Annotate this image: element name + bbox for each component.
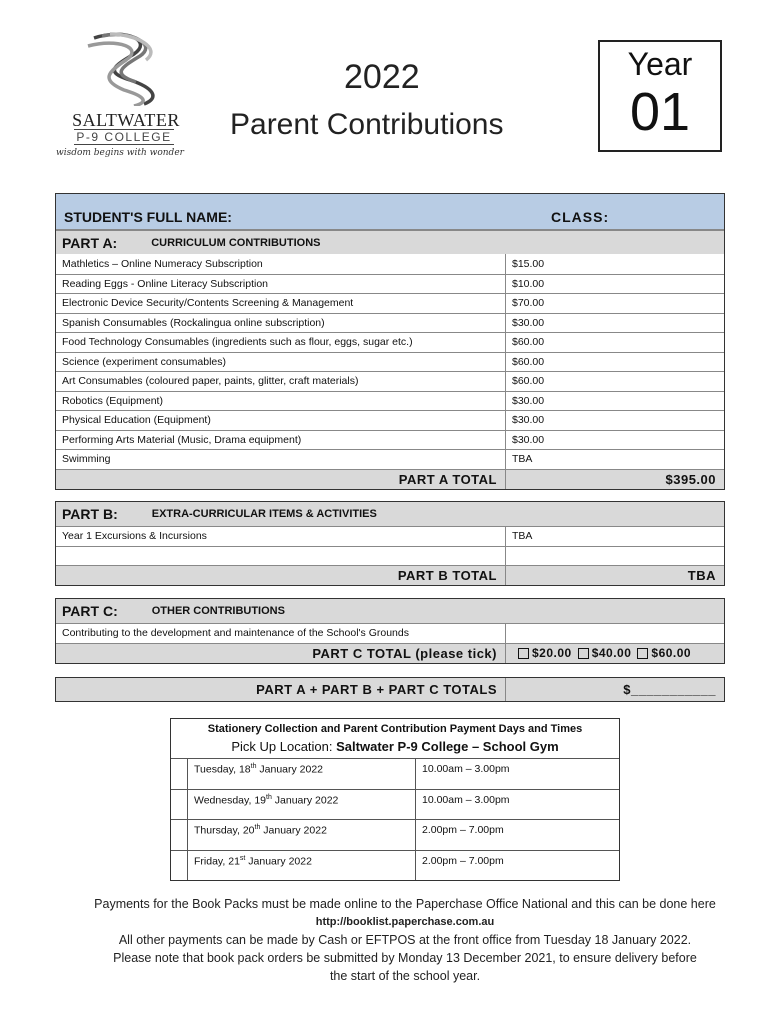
part-a-total-value: $395.00 xyxy=(665,471,716,487)
part-c-label: PART C: xyxy=(62,603,118,619)
part-b-total-row xyxy=(56,565,724,585)
pickup-day-suffix: th xyxy=(250,763,257,770)
part-c-item-desc: Contributing to the development and maintenance of the School's Grounds xyxy=(56,624,506,643)
pickup-time: 2.00pm – 7.00pm xyxy=(422,824,504,836)
footer-line2: All other payments can be made by Cash or EFTPOS at the front office from Tuesday 18 January 2022. xyxy=(118,933,692,947)
item-description: Electronic Device Security/Contents Screening & Management xyxy=(56,294,506,313)
option-40: $40.00 xyxy=(591,646,632,660)
part-c-total-label: PART C TOTAL (please tick) xyxy=(56,644,506,663)
footer-line3: Please note that book pack orders be submitted by Monday 13 December 2021, to ensure delivery before xyxy=(113,951,697,965)
part-a-item-row xyxy=(56,313,724,333)
pickup-day xyxy=(188,820,416,850)
student-name-label: STUDENT'S FULL NAME: xyxy=(64,209,232,225)
item-description: Physical Education (Equipment) xyxy=(56,411,506,430)
item-description: Art Consumables (coloured paper, paints, glitter, craft materials) xyxy=(56,372,506,391)
part-b-blank-row xyxy=(56,546,724,566)
logo-swirl-icon xyxy=(84,28,168,106)
part-b-label: PART B: xyxy=(62,506,118,522)
part-b-item-row xyxy=(56,526,724,546)
pickup-location-label: Pick Up Location: xyxy=(231,739,333,754)
pickup-location-value: Saltwater P-9 College – School Gym xyxy=(336,739,559,754)
pickup-day-text: Tuesday, 18 xyxy=(194,763,251,776)
part-b-total-value: TBA xyxy=(687,568,716,583)
school-subtitle: P-9 COLLEGE xyxy=(74,129,174,145)
part-a-item-row xyxy=(56,293,724,313)
item-amount: $70.00 xyxy=(512,297,545,310)
pickup-day xyxy=(188,851,416,881)
pickup-month-year: January 2022 xyxy=(245,855,312,867)
part-b-heading: EXTRA-CURRICULAR ITEMS & ACTIVITIES xyxy=(151,508,377,520)
part-a-total-label: PART A TOTAL xyxy=(56,470,506,489)
footer-line4: the start of the school year. xyxy=(329,969,481,983)
part-b-item-desc: Year 1 Excursions & Incursions xyxy=(56,527,506,546)
part-a-item-row xyxy=(56,371,724,391)
pickup-day-text: Thursday, 20 xyxy=(194,824,255,837)
part-a-item-row xyxy=(56,352,724,372)
pickup-table xyxy=(170,718,620,881)
pickup-row-stub xyxy=(171,759,188,789)
student-row xyxy=(56,194,724,230)
item-amount: $30.00 xyxy=(512,433,545,446)
document-year: 2022 xyxy=(344,58,420,96)
item-amount: $30.00 xyxy=(512,316,545,329)
booklist-link[interactable]: http://booklist.paperchase.com.au xyxy=(315,916,495,928)
pickup-time: 10.00am – 3.00pm xyxy=(422,763,510,775)
part-a-item-row xyxy=(56,430,724,450)
tick-box-20[interactable] xyxy=(518,648,529,659)
item-amount: $10.00 xyxy=(512,277,545,290)
year-level-box xyxy=(598,40,722,152)
pickup-day-suffix: th xyxy=(266,793,272,801)
part-a-item-row xyxy=(56,410,724,430)
pickup-rows xyxy=(171,759,619,880)
pickup-month-year: January 2022 xyxy=(260,824,327,837)
pickup-day-suffix: st xyxy=(239,854,246,862)
part-c-item-amount[interactable] xyxy=(506,624,724,643)
pickup-day xyxy=(188,759,416,789)
item-description: Reading Eggs - Online Literacy Subscription xyxy=(56,275,506,294)
part-c-table xyxy=(55,598,725,664)
pickup-row-stub xyxy=(171,851,188,881)
grand-total-table xyxy=(55,677,725,702)
item-amount: $30.00 xyxy=(512,394,545,407)
item-amount: TBA xyxy=(512,453,533,466)
part-a-label: PART A: xyxy=(62,234,118,251)
part-b-total-label: PART B TOTAL xyxy=(56,566,506,585)
tick-box-60[interactable] xyxy=(637,648,648,659)
pickup-month-year: January 2022 xyxy=(256,763,324,776)
item-amount: $60.00 xyxy=(512,355,545,368)
part-b-blank-amount[interactable] xyxy=(506,547,724,566)
tick-box-40[interactable] xyxy=(578,648,589,659)
part-a-item-row xyxy=(56,449,724,469)
grand-total-label: PART A + PART B + PART C TOTALS xyxy=(56,678,506,701)
item-amount: $15.00 xyxy=(512,257,545,270)
part-c-options xyxy=(506,644,724,663)
grand-total-row xyxy=(56,678,724,701)
page-title: Parent Contributions xyxy=(230,108,504,141)
item-description: Science (experiment consumables) xyxy=(56,353,506,372)
footer-line1: Payments for the Book Packs must be made online to the Paperchase Office National and this can be done here xyxy=(94,897,716,911)
item-description: Food Technology Consumables (ingredients such as flour, eggs, sugar etc.) xyxy=(56,333,506,352)
part-a-item-row xyxy=(56,332,724,352)
pickup-day-text: Wednesday, 19 xyxy=(194,794,266,806)
class-label: CLASS: xyxy=(551,209,610,225)
footer-notes xyxy=(40,895,770,985)
part-c-header xyxy=(56,599,724,623)
pickup-row xyxy=(171,789,619,820)
school-logo xyxy=(56,28,196,168)
part-b-item-amount: TBA xyxy=(512,530,533,543)
item-description: Performing Arts Material (Music, Drama equipment) xyxy=(56,431,506,450)
item-amount: $60.00 xyxy=(512,375,545,388)
year-value: 01 xyxy=(629,82,691,142)
part-a-heading: CURRICULUM CONTRIBUTIONS xyxy=(151,236,321,249)
item-amount: $30.00 xyxy=(512,414,545,427)
year-label: Year xyxy=(627,46,693,82)
pickup-row xyxy=(171,850,619,881)
pickup-day-text: Friday, 21 xyxy=(194,855,240,867)
pickup-location xyxy=(171,735,619,759)
part-a-item-row xyxy=(56,274,724,294)
pickup-time: 10.00am – 3.00pm xyxy=(422,793,510,806)
part-c-total-row xyxy=(56,643,724,663)
school-name: SALTWATER xyxy=(72,110,180,130)
pickup-row-stub xyxy=(171,790,188,820)
part-b-table xyxy=(55,501,725,586)
pickup-row-stub xyxy=(171,820,188,850)
part-c-item-row xyxy=(56,623,724,643)
option-60: $60.00 xyxy=(651,646,692,660)
school-motto: wisdom begins with wonder xyxy=(56,148,184,158)
pickup-row xyxy=(171,759,619,789)
pickup-heading: Stationery Collection and Parent Contribution Payment Days and Times xyxy=(207,723,583,735)
part-a-table xyxy=(55,193,725,490)
pickup-time: 2.00pm – 7.00pm xyxy=(422,854,504,867)
grand-total-value[interactable]: $___________ xyxy=(623,682,716,697)
part-a-total-row xyxy=(56,469,724,489)
item-description: Spanish Consumables (Rockalingua online subscription) xyxy=(56,314,506,333)
item-description: Robotics (Equipment) xyxy=(56,392,506,411)
pickup-day-suffix: th xyxy=(254,824,261,831)
part-a-item-row xyxy=(56,391,724,411)
part-a-items xyxy=(56,254,724,469)
part-c-heading: OTHER CONTRIBUTIONS xyxy=(151,605,285,617)
part-a-item-row xyxy=(56,254,724,274)
item-description: Mathletics – Online Numeracy Subscription xyxy=(56,254,506,274)
pickup-row xyxy=(171,819,619,850)
part-b-header xyxy=(56,502,724,526)
pickup-month-year: January 2022 xyxy=(271,794,339,806)
option-20: $20.00 xyxy=(532,646,572,660)
part-b-blank-desc[interactable] xyxy=(56,547,506,566)
pickup-day xyxy=(188,790,416,820)
item-amount: $60.00 xyxy=(512,336,545,349)
item-description: Swimming xyxy=(56,450,506,469)
part-a-header xyxy=(56,230,724,254)
